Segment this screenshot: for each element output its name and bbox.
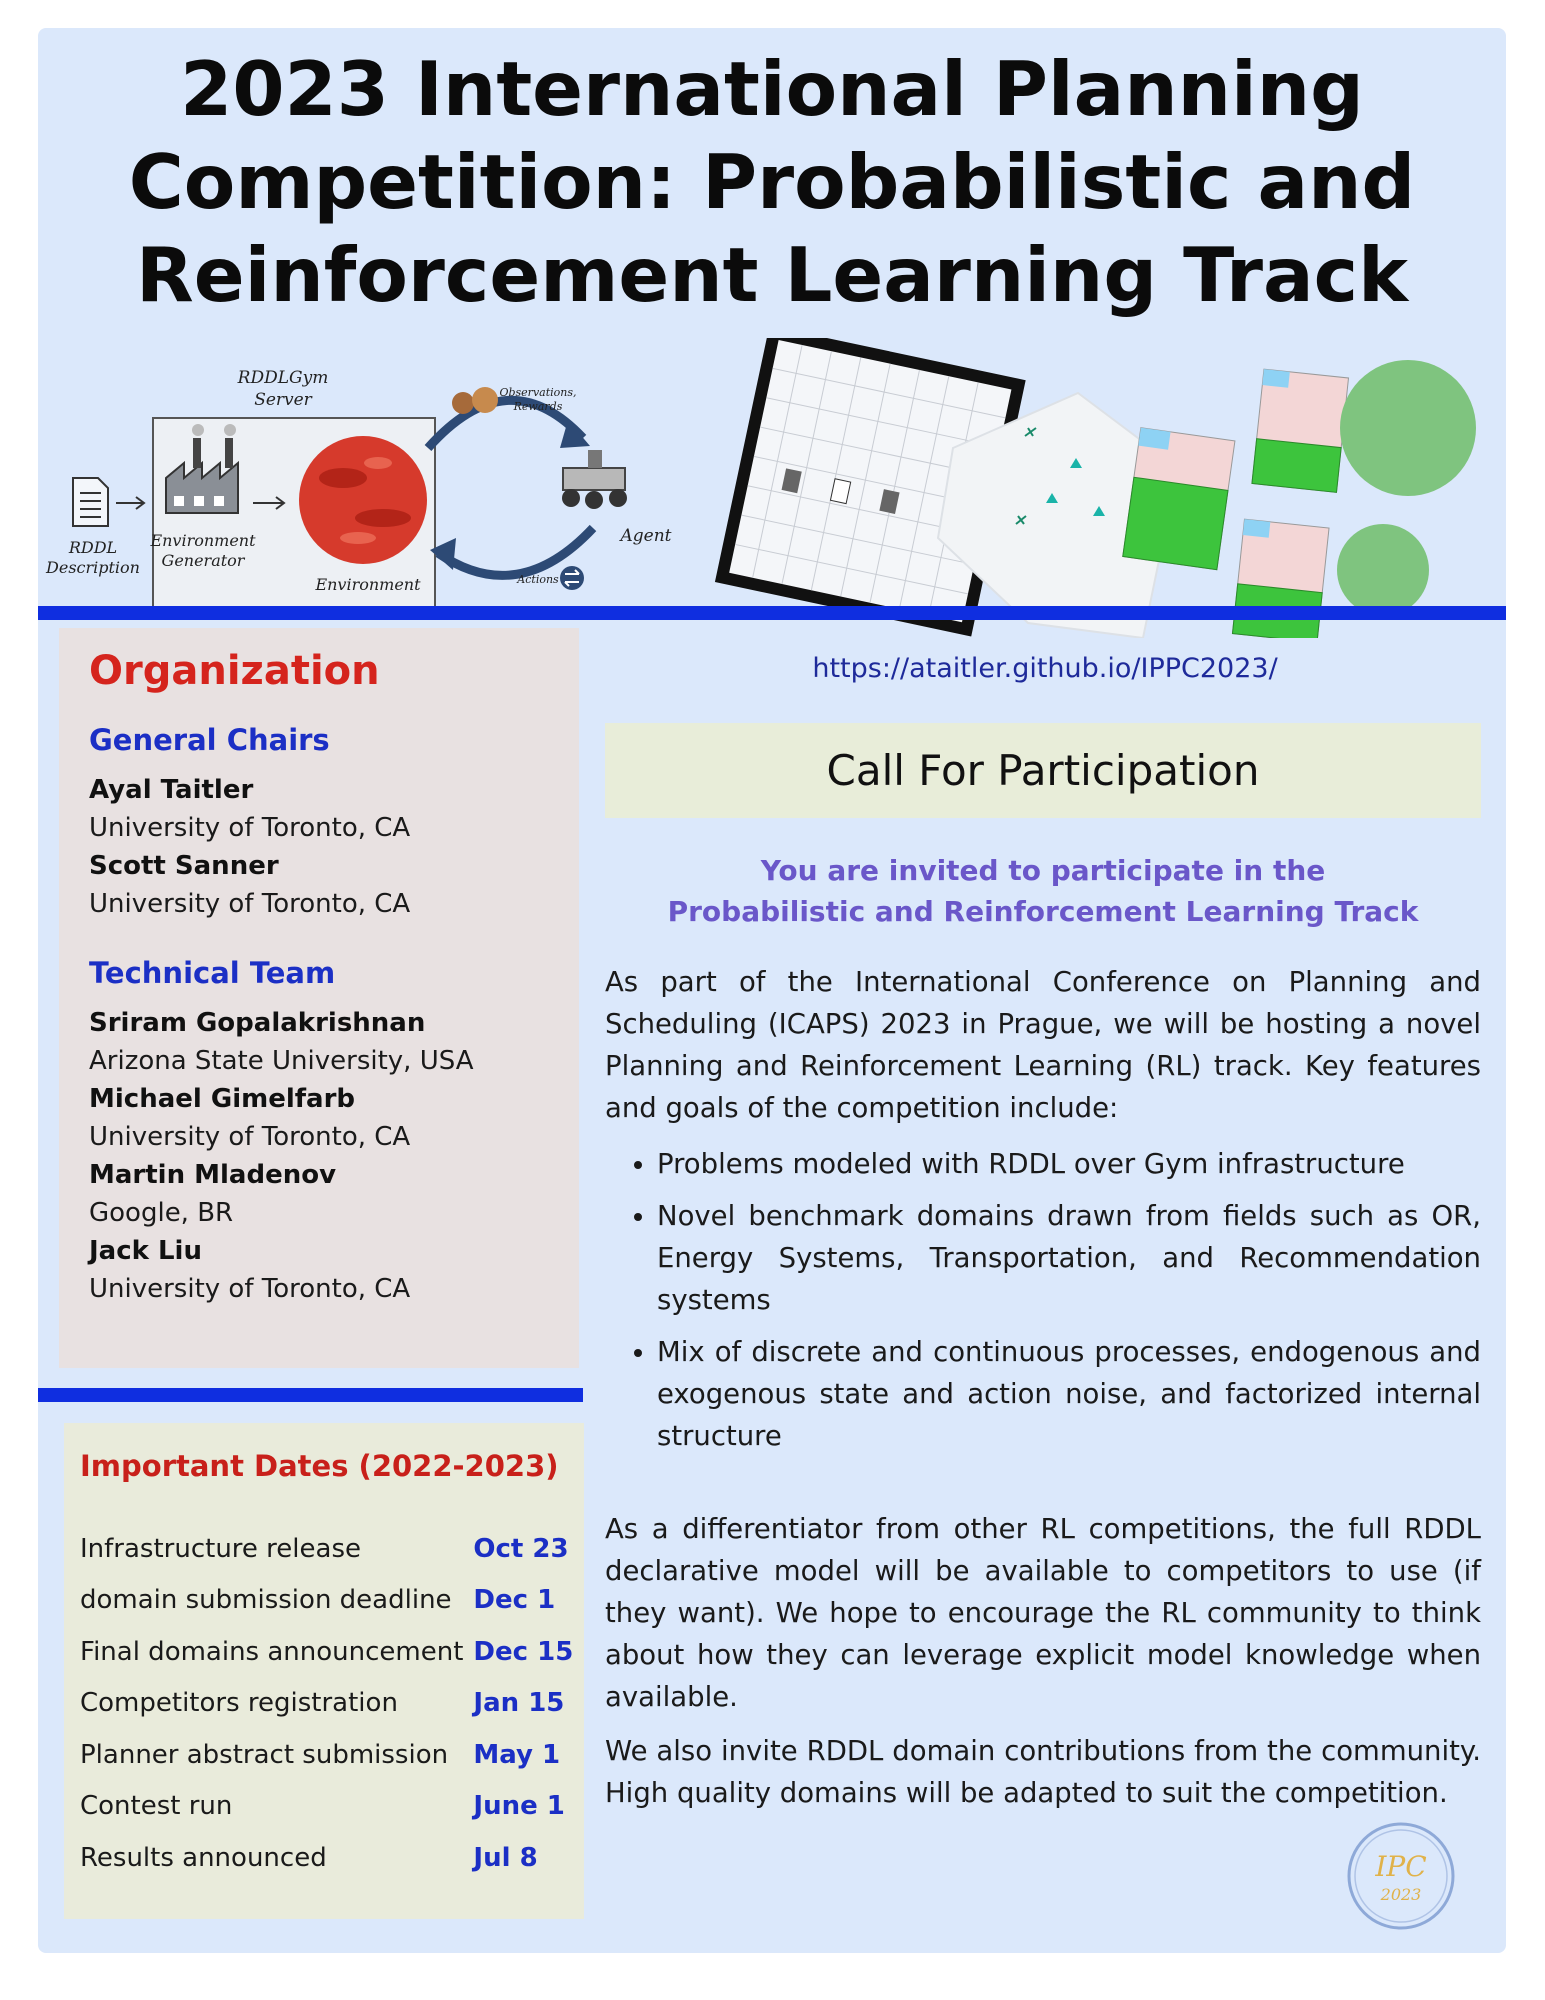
table-row (80, 1729, 573, 1781)
date-event: Results announced (80, 1842, 327, 1873)
generator-label-1: Environment (150, 531, 256, 550)
document-icon (73, 478, 108, 526)
member-name: Ayal Taitler (89, 775, 254, 805)
features-list (605, 1143, 1481, 1467)
table-row (80, 1832, 573, 1884)
general-chairs-heading: General Chairs (89, 723, 330, 757)
cfp-heading: Call For Participation (826, 746, 1260, 795)
date-event: domain submission deadline (80, 1585, 452, 1616)
logo-text-2: 2023 (1380, 1885, 1422, 1904)
left-divider (38, 1388, 583, 1402)
logo-text-1: IPC (1375, 1850, 1427, 1883)
obs-label-1: Observations, (499, 386, 577, 399)
date-event: Infrastructure release (80, 1533, 361, 1564)
member-affiliation: Google, BR (89, 1198, 234, 1228)
page-title (38, 43, 1506, 322)
date-value: Oct 23 (473, 1533, 569, 1564)
rddl-label-2: Description (46, 558, 140, 577)
list-item: • Novel benchmark domains drawn from fields such as OR, Energy Systems, Transportation, and Recommendation systems (657, 1195, 1481, 1321)
date-event: Planner abstract submission (80, 1739, 449, 1770)
domains-invite-paragraph: We also invite RDDL domain contributions from the community. High quality domains will be adapted to suit the competition. (605, 1735, 1481, 1809)
green-circle-small (1337, 524, 1429, 616)
table-row (80, 1678, 573, 1730)
title-line-3: Reinforcement Learning Track (136, 231, 1408, 319)
date-value: Dec 1 (473, 1585, 556, 1616)
organization-panel (59, 628, 579, 1368)
title-line-2: Competition: Probabilistic and (128, 138, 1416, 226)
date-value: Jul 8 (473, 1842, 538, 1873)
environment-label: Environment (315, 575, 421, 594)
rddl-label-1: RDDL (68, 538, 118, 557)
reservoir-image-1 (1123, 428, 1235, 570)
date-value: June 1 (473, 1791, 565, 1822)
date-event: Final domains announcement (80, 1636, 464, 1667)
observation-planet-2 (472, 387, 498, 413)
actions-label: Actions (517, 573, 559, 586)
poster (38, 28, 1506, 1953)
ipc-logo (1343, 1818, 1459, 1934)
member-affiliation: University of Toronto, CA (89, 1122, 411, 1152)
member-affiliation: University of Toronto, CA (89, 813, 411, 843)
important-dates-panel (64, 1423, 584, 1919)
list-item: • Problems modeled with RDDL over Gym infrastructure (657, 1143, 1481, 1185)
date-value: Jan 15 (473, 1688, 565, 1719)
member-name: Martin Mladenov (89, 1160, 337, 1190)
date-value: Dec 15 (473, 1636, 574, 1667)
table-row (80, 1523, 573, 1575)
member-affiliation: University of Toronto, CA (89, 889, 411, 919)
technical-team (89, 956, 474, 1308)
generator-label-2: Generator (161, 551, 245, 570)
reservoir-image-2 (1252, 369, 1349, 492)
top-divider (38, 606, 1506, 620)
intro-paragraph: As part of the International Conference on Planning and Scheduling (ICAPS) 2023 in Prague, we will be hosting a novel Planning and Reinforcement Learning (RL) track. Key features and goals of the competition include: (605, 966, 1481, 1124)
planet-icon (299, 436, 427, 564)
list-item: • Mix of discrete and continuous processes, endogenous and exogenous state and action noise, and factorized internal structure (657, 1331, 1481, 1457)
call-for-participation-box (605, 723, 1481, 818)
table-row (80, 1575, 573, 1627)
website-link[interactable]: https://ataitler.github.io/IPPC2023/ (812, 653, 1278, 684)
reservoir-image-3 (1232, 519, 1329, 638)
obs-label-2: Rewards (513, 400, 563, 413)
organization-heading: Organization (89, 648, 380, 694)
invitation-text (605, 850, 1481, 932)
invite-line-1: You are invited to participate in the (760, 854, 1326, 887)
green-circle-large (1340, 360, 1476, 496)
banner-illustration (38, 338, 1506, 638)
observation-planet-1 (452, 392, 474, 414)
member-affiliation: Arizona State University, USA (89, 1046, 474, 1076)
member-name: Jack Liu (89, 1236, 202, 1266)
invite-line-2: Probabilistic and Reinforcement Learning Track (667, 895, 1419, 928)
member-affiliation: University of Toronto, CA (89, 1274, 411, 1304)
table-row (80, 1626, 573, 1678)
server-label-1: RDDLGym (237, 368, 329, 388)
table-row (80, 1781, 573, 1833)
dates-heading: Important Dates (2022-2023) (80, 1449, 559, 1483)
server-label-2: Server (254, 390, 312, 410)
date-value: May 1 (473, 1739, 561, 1770)
agent-label: Agent (620, 526, 672, 546)
dates-table (80, 1523, 573, 1884)
title-line-1: 2023 International Planning (180, 45, 1364, 133)
date-event: Competitors registration (80, 1688, 398, 1719)
general-chairs (89, 723, 410, 923)
differentiator-paragraph: As a differentiator from other RL competitions, the full RDDL declarative model will be available to competitors to use (if they want). We hope to encourage the RL community to think about how they can leverage explicit model knowledge when available. (605, 1513, 1481, 1713)
swap-icon (560, 566, 584, 590)
rover-icon (562, 450, 627, 509)
member-name: Scott Sanner (89, 851, 279, 881)
member-name: Michael Gimelfarb (89, 1084, 356, 1114)
member-name: Sriram Gopalakrishnan (89, 1008, 426, 1038)
date-event: Contest run (80, 1791, 233, 1822)
technical-team-heading: Technical Team (89, 956, 336, 990)
